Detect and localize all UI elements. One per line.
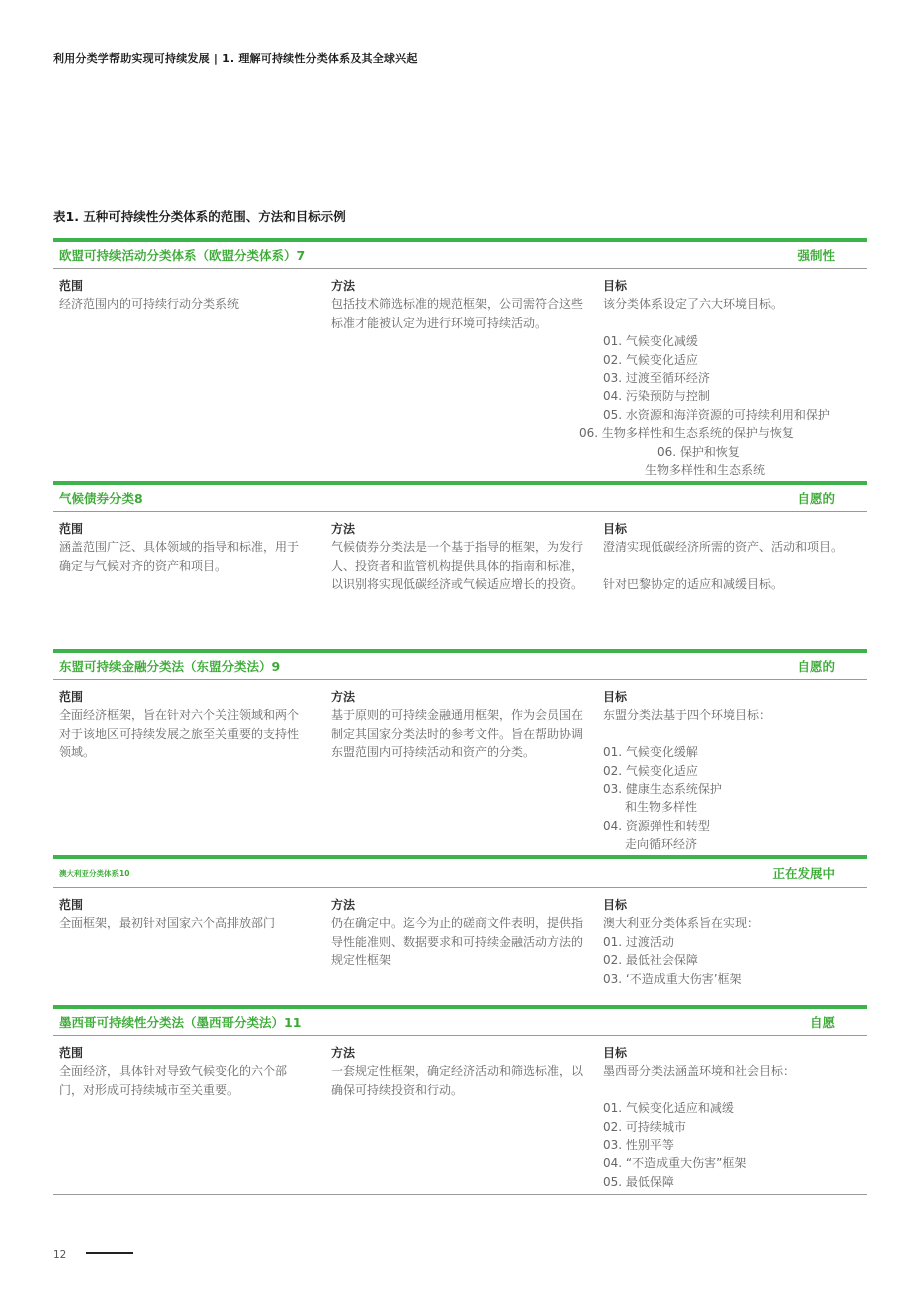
method-label: 方法: [331, 690, 356, 704]
section-header: [53, 485, 867, 512]
goal-intro: 澳大利亚分类体系旨在实现：: [603, 916, 760, 931]
goal-item: 02. 气候变化适应: [603, 763, 698, 778]
goal-label: 目标: [603, 279, 628, 293]
goal-list: [579, 332, 865, 479]
method-text: 包括技术筛选标准的规范框架，公司需符合这些标准才能被认定为进行环境可持续活动。: [331, 297, 584, 330]
page-number: 12: [53, 1249, 67, 1261]
section-eu-taxonomy: [53, 238, 867, 478]
scope-label: 范围: [59, 522, 84, 536]
goal-item: 01. 过渡活动: [603, 934, 674, 949]
method-column: [331, 688, 583, 762]
status-label: 强制性: [797, 248, 835, 263]
goal-item: 03. 性别平等: [603, 1138, 674, 1153]
goal-label: 目标: [603, 690, 628, 704]
goal-item: 05. 最低保障: [603, 1174, 674, 1189]
section-climate-bonds: [53, 481, 867, 592]
scope-column: [59, 520, 299, 575]
method-column: [331, 1044, 583, 1099]
section-header: [53, 1009, 867, 1036]
goal-column: [603, 688, 865, 854]
method-label: 方法: [331, 1046, 356, 1060]
goal-item: 05. 水资源和海洋资源的可持续利用和保护: [603, 407, 830, 422]
status-label: 自愿的: [797, 659, 835, 674]
scope-label: 范围: [59, 279, 84, 293]
scope-column: [59, 277, 299, 314]
goal-item: 06. 生物多样性和生态系统的保护与恢复: [579, 426, 794, 441]
section-asean-taxonomy: [53, 649, 867, 852]
scope-text: 全面经济框架，旨在针对六个关注领域和两个对于该地区可持续发展之旅至关重要的支持性领域。: [59, 708, 300, 760]
section-name: 气候债券分类8: [59, 491, 143, 506]
method-text: 一套规定性框架，确定经济活动和筛选标准，以确保可持续投资和行动。: [331, 1064, 584, 1097]
goal-item: 和生物多样性: [625, 800, 698, 815]
goal-intro: 澄清实现低碳经济所需的资产、活动和项目。: [603, 540, 844, 555]
goal-item: 02. 最低社会保障: [603, 953, 698, 968]
scope-text: 经济范围内的可持续行动分类系统: [59, 297, 240, 312]
page-header: 利用分类学帮助实现可持续发展 | 1. 理解可持续性分类体系及其全球兴起: [53, 52, 418, 65]
section-mexico-taxonomy: [53, 1005, 867, 1189]
goal-column: [579, 277, 865, 479]
scope-column: [59, 1044, 299, 1099]
section-header: [53, 242, 867, 269]
goal-item: 针对巴黎协定的适应和减缓目标。: [603, 577, 784, 592]
method-text: 基于原则的可持续金融通用框架，作为会员国在制定其国家分类法时的参考文件。旨在帮助协调东盟范围内可持续活动和资产的分类。: [331, 708, 584, 760]
method-text: 气候债券分类法是一个基于指导的框架，为发行人、投资者和监管机构提供具体的指南和标准，以识别将实现低碳经济或气候适应增长的投资。: [331, 540, 584, 592]
goal-list: [603, 1099, 865, 1191]
footer-rule: [86, 1252, 133, 1254]
goal-item: 04. 污染预防与控制: [603, 389, 710, 404]
goal-item: 01. 气候变化适应和减缓: [603, 1101, 734, 1116]
goal-column: [603, 520, 865, 594]
goal-item: 02. 可持续城市: [603, 1119, 686, 1134]
status-label: 自愿: [809, 1015, 835, 1030]
section-name: 澳大利亚分类体系10: [59, 868, 130, 878]
method-column: [331, 520, 583, 594]
method-column: [331, 896, 583, 970]
scope-label: 范围: [59, 898, 84, 912]
scope-text: 涵盖范围广泛、具体领域的指导和标准，用于确定与气候对齐的资产和项目。: [59, 540, 300, 573]
section-australia-taxonomy: [53, 855, 867, 986]
section-header: [53, 859, 867, 888]
goal-intro: 东盟分类法基于四个环境目标：: [603, 708, 772, 723]
goal-item: 03. 健康生态系统保护: [603, 782, 722, 797]
goal-item: 03. ‘不造成重大伤害’框架: [603, 971, 742, 986]
section-name: 墨西哥可持续性分类法（墨西哥分类法）11: [59, 1015, 302, 1030]
status-label: 自愿的: [797, 491, 835, 506]
goal-item: 01. 气候变化缓解: [603, 745, 698, 760]
goal-label: 目标: [603, 1046, 628, 1060]
status-label: 正在发展中: [772, 866, 835, 881]
goal-item: 01. 气候变化减缓: [603, 334, 698, 349]
scope-column: [59, 688, 299, 762]
scope-column: [59, 896, 299, 933]
goal-list: [603, 933, 865, 988]
goal-intro: 该分类体系设定了六大环境目标。: [603, 297, 784, 312]
table-bottom-rule: [53, 1194, 867, 1195]
goal-column: [603, 1044, 865, 1191]
goal-item: 04. “不造成重大伤害”框架: [603, 1156, 747, 1171]
goal-item: 06. 保护和恢复: [657, 444, 740, 459]
goal-item: 04. 资源弹性和转型: [603, 818, 710, 833]
scope-label: 范围: [59, 1046, 84, 1060]
section-name: 欧盟可持续活动分类体系（欧盟分类体系）7: [59, 248, 306, 263]
section-name: 东盟可持续金融分类法（东盟分类法）9: [59, 659, 281, 674]
goal-intro: 墨西哥分类法涵盖环境和社会目标：: [603, 1064, 796, 1079]
table-title: 表1. 五种可持续性分类体系的范围、方法和目标示例: [53, 209, 346, 224]
method-column: [331, 277, 583, 332]
scope-text: 全面经济，具体针对导致气候变化的六个部门，对形成可持续城市至关重要。: [59, 1064, 288, 1097]
scope-text: 全面框架，最初针对国家六个高排放部门: [59, 916, 276, 931]
method-label: 方法: [331, 898, 356, 912]
method-label: 方法: [331, 279, 356, 293]
goal-item: 03. 过渡至循环经济: [603, 371, 710, 386]
goal-label: 目标: [603, 898, 628, 912]
goal-column: [603, 896, 865, 988]
goal-item: 生物多样性和生态系统: [645, 463, 766, 478]
goal-item: 02. 气候变化适应: [603, 352, 698, 367]
goal-label: 目标: [603, 522, 628, 536]
method-label: 方法: [331, 522, 356, 536]
method-text: 仍在确定中。迄今为止的磋商文件表明，提供指导性能准则、数据要求和可持续金融活动方法的规定性框架: [331, 916, 584, 968]
goal-list: [603, 575, 865, 593]
section-header: [53, 653, 867, 680]
goal-list: [603, 743, 865, 853]
scope-label: 范围: [59, 690, 84, 704]
goal-item: 走向循环经济: [625, 837, 698, 852]
